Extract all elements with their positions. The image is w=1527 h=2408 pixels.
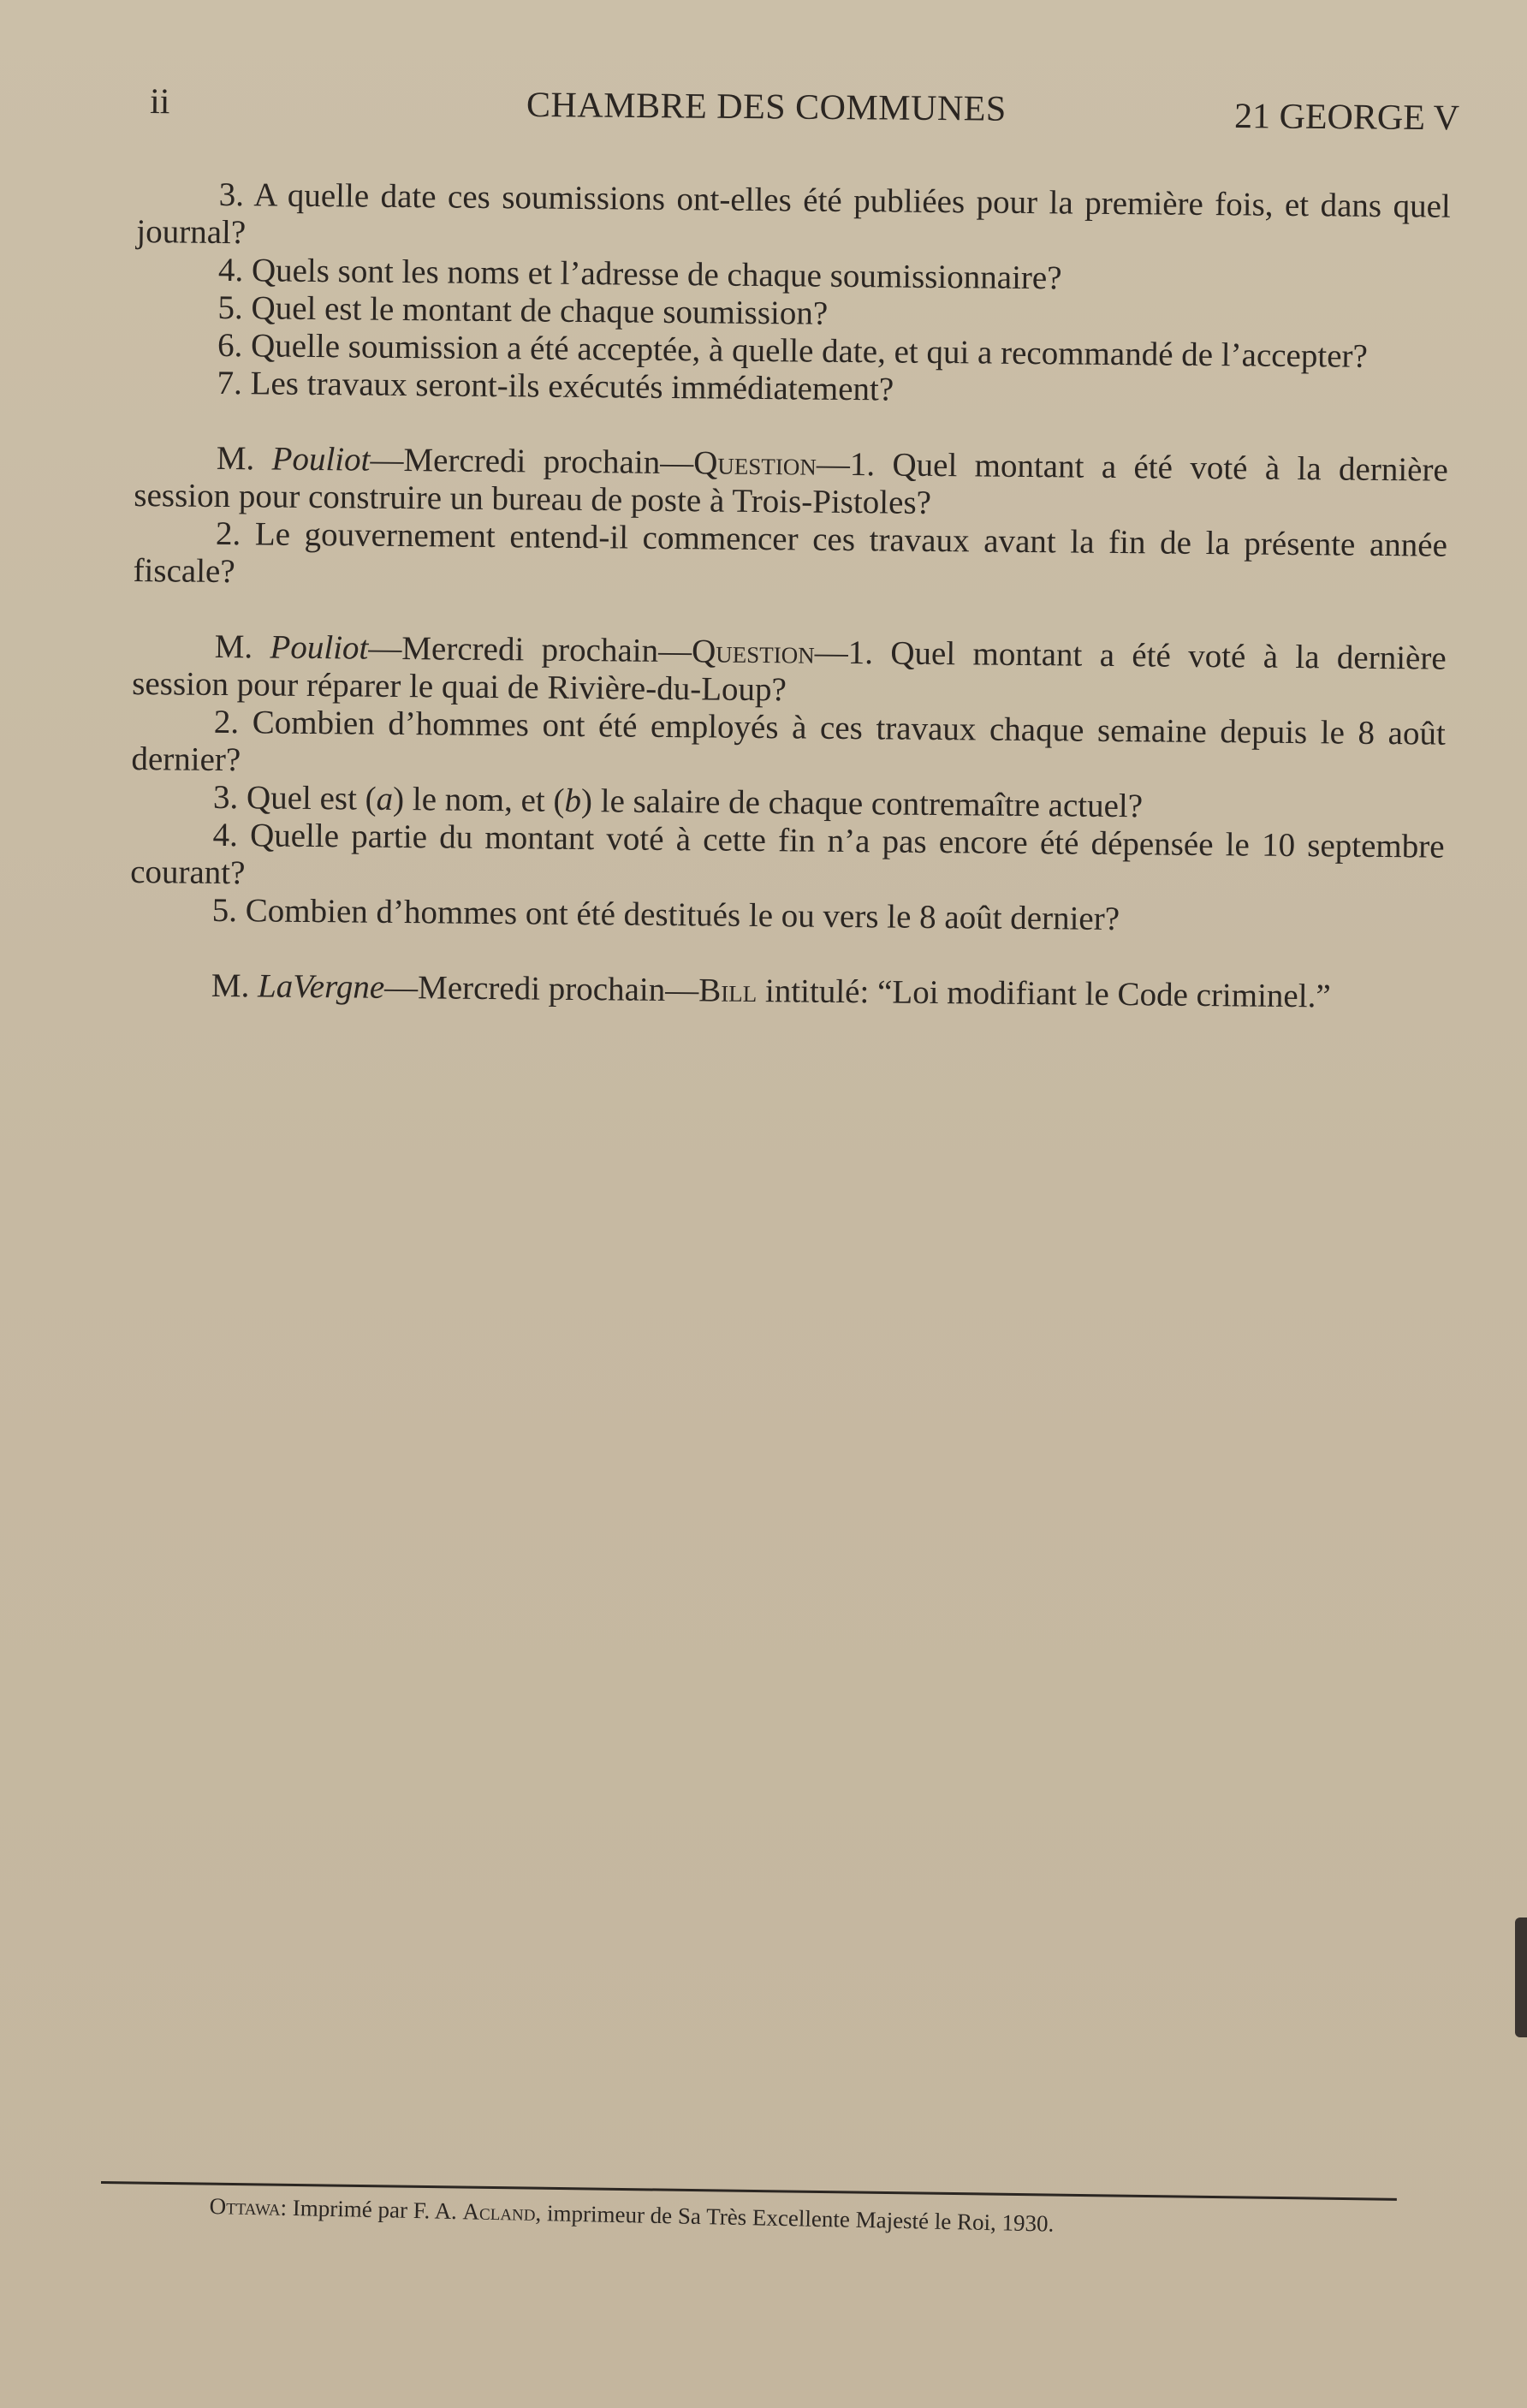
question-2-men-employed: 2. Combien d’hommes ont été employés à ces travaux chaque semaine depuis le 8 août dernier?: [131, 703, 1447, 779]
imprint-printer: Acland: [462, 2198, 536, 2226]
notice-tag: Question: [691, 633, 815, 671]
notice-pouliot-post-office: M. Pouliot—Mercredi prochain—Question—1. Quel montant a été voté à la dernière session pour construire un bureau de poste à Trois-Pistoles?: [134, 439, 1448, 521]
question-2-fiscal-year: 2. Le gouvernement entend-il commencer ces travaux avant la fin de la présente année fiscale?: [133, 514, 1448, 591]
notice-lead: —Mercredi prochain—: [368, 629, 692, 670]
question-6-accepted: 6. Quelle soumission a été acceptée, à quelle date, et qui a recommandé de l’accepter?: [217, 326, 1369, 375]
question-4-bidders: 4. Quels sont les noms et l’adresse de chaque soumissionnaire?: [217, 251, 1062, 297]
notice-lavergne-bill: M. LaVergne—Mercredi prochain—Bill intitulé: “Loi modifiant le Code criminel.”: [211, 966, 1331, 1015]
member-name: LaVergne: [257, 967, 385, 1006]
notice-lead: —Mercredi prochain—: [370, 441, 694, 482]
notice-body: [129, 175, 1451, 1017]
question-5-amount: 5. Quel est le montant de chaque soumission?: [217, 288, 829, 332]
page-number: ii: [149, 82, 170, 122]
question-3-foreman: 3. Quel est (a) le nom, et (b) le salaire de chaque contremaître actuel?: [212, 778, 1144, 825]
notice-text: —1. Quel montant a été voté à la dernière session pour réparer le quai de Rivière-du-Loup?: [132, 633, 1447, 709]
printer-imprint: Ottawa: Imprimé par F. A. Acland, imprimeur de Sa Très Excellente Majesté le Roi, 1930.: [209, 2193, 1055, 2237]
question-4-unspent: 4. Quelle partie du montant voté à cette fin n’a pas encore été dépensée le 10 septembre courant?: [129, 816, 1445, 892]
member-name: Pouliot: [271, 440, 371, 479]
notice-text: intitulé: “Loi modifiant le Code criminel.”: [757, 972, 1331, 1015]
notice-pouliot-wharf: M. Pouliot—Mercredi prochain—Question—1. Quel montant a été voté à la dernière session pour réparer le quai de Rivière-du-Loup?: [132, 627, 1447, 709]
notice-tag: Bill: [698, 972, 758, 1009]
question-5-dismissed: 5. Combien d’hommes ont été destitués le ou vers le 8 août dernier?: [211, 891, 1120, 938]
imprint-city: Ottawa: [209, 2193, 281, 2221]
member-name: Pouliot: [270, 628, 369, 667]
question-3-publication: 3. A quelle date ces soumissions ont-elles été publiées pour la première fois, et dans quel journal?: [136, 175, 1451, 252]
regnal-year: 21 GEORGE V: [1233, 97, 1460, 139]
page-header: [150, 81, 1459, 144]
notice-tag: Question: [692, 444, 817, 483]
question-7-works: 7. Les travaux seront-ils exécutés immédiatement?: [217, 364, 894, 408]
header-title: CHAMBRE DES COMMUNES: [526, 85, 1007, 129]
binding-edge: [1515, 1917, 1527, 2037]
notice-text: —1. Quel montant a été voté à la dernière session pour construire un bureau de poste à Trois-Pistoles?: [134, 445, 1448, 521]
notice-lead: —Mercredi prochain—: [383, 968, 699, 1009]
